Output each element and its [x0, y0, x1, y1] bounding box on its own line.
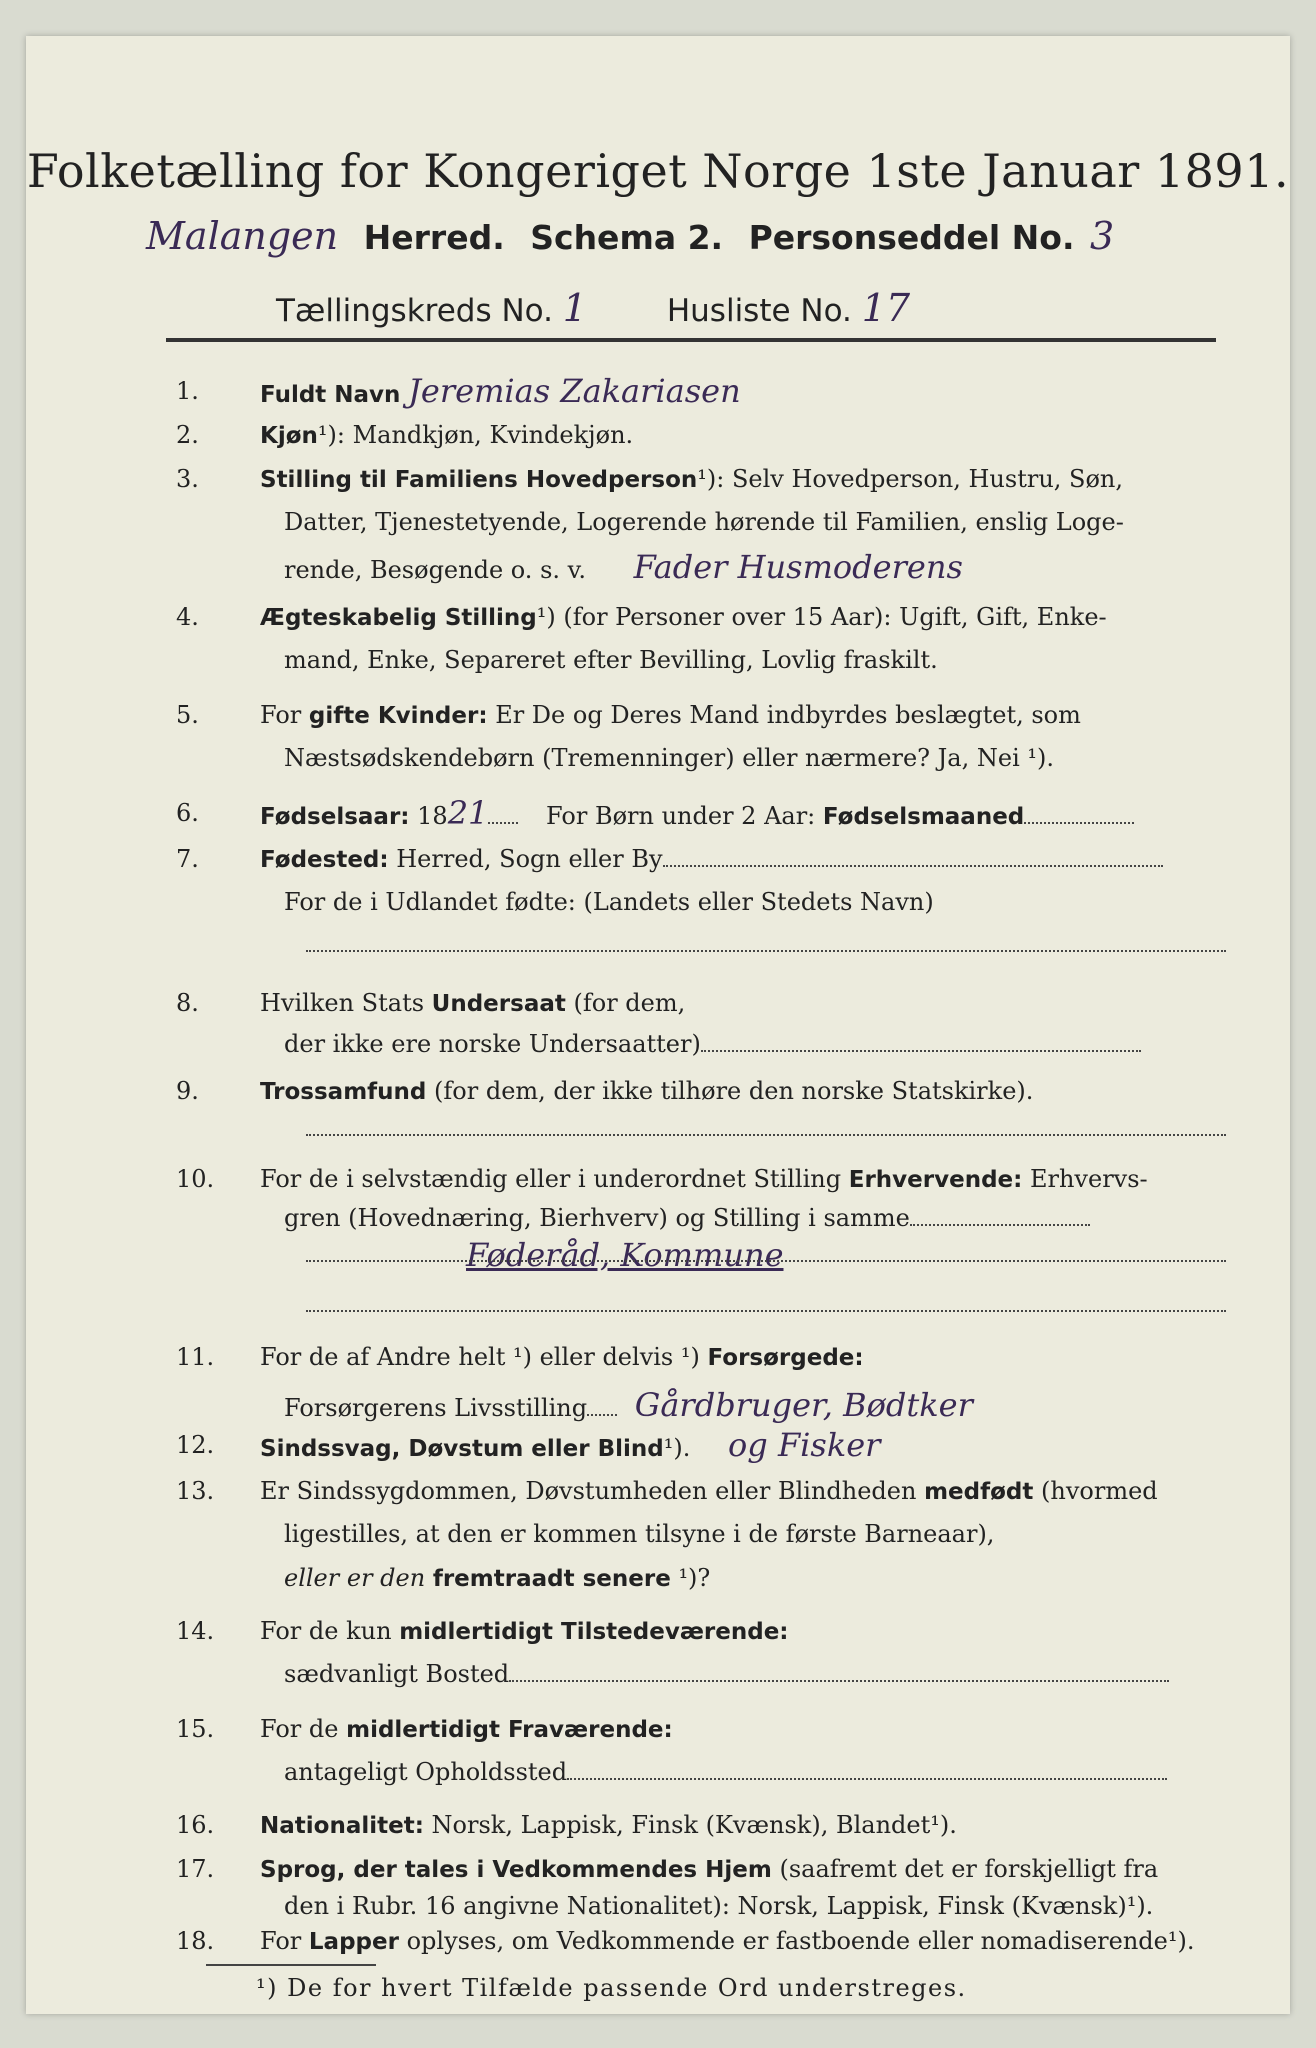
item-number: 8.	[176, 989, 199, 1017]
item-14-cont-1	[284, 1660, 1169, 1688]
year-prefix: 18	[417, 802, 448, 830]
item-text: Er De og Deres Mand indbyrdes beslægtet, som	[495, 701, 1081, 729]
item-text: ¹).	[663, 1434, 691, 1462]
item-number: 2.	[176, 421, 199, 449]
occupation-answer: Føderåd, Kommune	[466, 1236, 784, 1274]
item-text: For	[260, 701, 302, 729]
form-title: Folketælling for Kongeriget Norge 1ste Januar 1891.	[26, 144, 1290, 198]
herred-name: Malangen	[146, 214, 339, 258]
provider-answer: Gårdbruger, Bødtker	[634, 1386, 973, 1424]
item-number: 7.	[176, 845, 199, 873]
item-4-cont-1: mand, Enke, Separeret efter Bevilling, Lovlig fraskilt.	[284, 646, 938, 674]
kreds-no: 1	[562, 286, 587, 330]
item-label: fremtraadt senere	[432, 1566, 671, 1592]
item-text: For de	[260, 1715, 339, 1743]
dotted-line	[306, 1132, 1226, 1136]
item-label: Stilling til Familiens Hovedperson	[260, 467, 698, 493]
item-number: 9.	[176, 1077, 199, 1105]
item-text: (saafremt det er forskjelligt fra	[779, 1855, 1159, 1883]
provider-answer-cont: og Fisker	[728, 1426, 881, 1464]
item-label: Fødselsmaaned	[822, 804, 1025, 830]
dotted-line	[306, 1308, 1226, 1312]
item-text: ¹)?	[678, 1564, 711, 1592]
item-text: For	[260, 1927, 302, 1955]
birth-year-answer: 21	[447, 794, 489, 832]
item-number: 1.	[176, 377, 199, 405]
item-text: eller er den	[284, 1564, 426, 1592]
item-number: 6.	[176, 799, 199, 827]
item-text: Hvilken Stats	[260, 989, 425, 1017]
item-number: 14.	[176, 1617, 215, 1645]
item-number: 16.	[176, 1811, 215, 1839]
item-13-cont-2	[284, 1564, 710, 1592]
schema-label: Schema 2.	[530, 218, 724, 257]
item-3-cont-1: Datter, Tjenestetyende, Logerende hørende til Familien, enslig Loge-	[284, 508, 1124, 536]
item-number: 13.	[176, 1477, 215, 1505]
kreds-label: Tællingskreds No.	[276, 293, 553, 329]
husliste-no: 17	[861, 286, 911, 330]
item-text: Erhvervs-	[1029, 1165, 1148, 1193]
item-label: Erhvervende:	[848, 1167, 1023, 1193]
item-text: For Børn under 2 Aar:	[546, 802, 816, 830]
item-label: midlertidigt Tilstedeværende:	[399, 1619, 789, 1645]
item-text: Norsk, Lappisk, Finsk (Kvænsk), Blandet¹).	[431, 1811, 957, 1839]
item-text: (for dem, der ikke tilhøre den norske Statskirke).	[434, 1077, 1034, 1105]
item-label: Nationalitet:	[260, 1813, 424, 1839]
herred-label: Herred.	[363, 218, 505, 257]
item-number: 12.	[176, 1431, 215, 1459]
item-number: 17.	[176, 1855, 215, 1883]
item-text: sædvanligt Bosted	[284, 1660, 510, 1688]
footnote: ¹) De for hvert Tilfælde passende Ord understreges.	[256, 1974, 967, 2002]
item-13-cont-1: ligestilles, at den er kommen tilsyne i de første Barneaar),	[284, 1520, 995, 1548]
item-text: For de kun	[260, 1617, 392, 1645]
dotted-line	[306, 1258, 1226, 1262]
item-label: medfødt	[924, 1479, 1034, 1505]
position-answer: Fader Husmoderens	[633, 548, 963, 586]
item-5-cont-1: Næstsødskendebørn (Tremenninger) eller nærmere? Ja, Nei ¹).	[284, 744, 1054, 772]
item-text: ¹) (for Personer over 15 Aar): Ugift, Gift, Enke-	[536, 603, 1107, 631]
header-line-herred	[146, 214, 1128, 258]
item-text: (for dem,	[573, 989, 686, 1017]
item-text: (hvormed	[1041, 1477, 1158, 1505]
item-11-cont-1	[284, 1386, 973, 1424]
item-7-cont-1: For de i Udlandet fødte: (Landets eller Stedets Navn)	[284, 888, 934, 916]
item-label: Fuldt Navn	[260, 382, 401, 408]
item-text: ¹): Selv Hovedperson, Hustru, Søn,	[697, 465, 1124, 493]
item-15-cont-1	[284, 1758, 1167, 1786]
item-text: ¹): Mandkjøn, Kvindekjøn.	[317, 421, 634, 449]
item-10-cont-1	[284, 1204, 1090, 1232]
item-label: Sindssvag, Døvstum eller Blind	[260, 1436, 664, 1462]
item-text: der ikke ere norske Undersaatter)	[284, 1030, 701, 1058]
item-text: rende, Besøgende o. s. v.	[284, 556, 586, 584]
item-number: 3.	[176, 465, 199, 493]
item-number: 18.	[176, 1927, 215, 1955]
item-text: gren (Hovednæring, Bierhverv) og Stilling i samme	[284, 1204, 910, 1232]
item-text: antageligt Opholdssted	[284, 1758, 568, 1786]
occupation-answer-line	[466, 1236, 784, 1274]
item-number: 10.	[176, 1165, 215, 1193]
item-text: Forsørgerens Livsstilling	[284, 1394, 588, 1422]
item-label: Forsørgede:	[707, 1345, 864, 1371]
item-8-cont-1	[284, 1030, 1141, 1058]
header-line-kreds	[276, 286, 910, 330]
item-text: oplyses, om Vedkommende er fastboende eller nomadiserende¹).	[406, 1927, 1195, 1955]
item-3-cont-2	[284, 548, 963, 586]
item-label: Undersaat	[431, 991, 566, 1017]
item-label: Ægteskabelig Stilling	[260, 605, 537, 631]
personseddel-no: 3	[1090, 214, 1115, 258]
item-17-cont-1: den i Rubr. 16 angivne Nationalitet): Norsk, Lappisk, Finsk (Kvænsk)¹).	[284, 1892, 1154, 1920]
item-label: Lapper	[308, 1929, 399, 1955]
item-number: 11.	[176, 1343, 215, 1371]
item-label: midlertidigt Fraværende:	[346, 1717, 673, 1743]
item-number: 4.	[176, 603, 199, 631]
dotted-line	[306, 948, 1226, 952]
item-text: For de i selvstændig eller i underordnet Stilling	[260, 1165, 842, 1193]
item-text: For de af Andre helt ¹) eller delvis ¹)	[260, 1343, 700, 1371]
item-label: Kjøn	[260, 423, 318, 449]
item-text: Herred, Sogn eller By	[396, 845, 663, 873]
item-label: Fødselsaar:	[260, 804, 410, 830]
husliste-label: Husliste No.	[666, 293, 852, 329]
full-name-answer: Jeremias Zakariasen	[408, 372, 741, 410]
item-label: Sprog, der tales i Vedkommendes Hjem	[260, 1857, 772, 1883]
item-label: gifte Kvinder:	[308, 703, 488, 729]
header-rule	[166, 338, 1216, 342]
item-label: Trossamfund	[260, 1079, 427, 1105]
personseddel-label: Personseddel No.	[748, 218, 1075, 257]
census-form	[26, 36, 1290, 2014]
item-text: Er Sindssygdommen, Døvstumheden eller Blindheden	[260, 1477, 917, 1505]
item-number: 15.	[176, 1715, 215, 1743]
item-number: 5.	[176, 701, 199, 729]
item-label: Fødested:	[260, 847, 389, 873]
footnote-rule	[206, 1964, 376, 1966]
